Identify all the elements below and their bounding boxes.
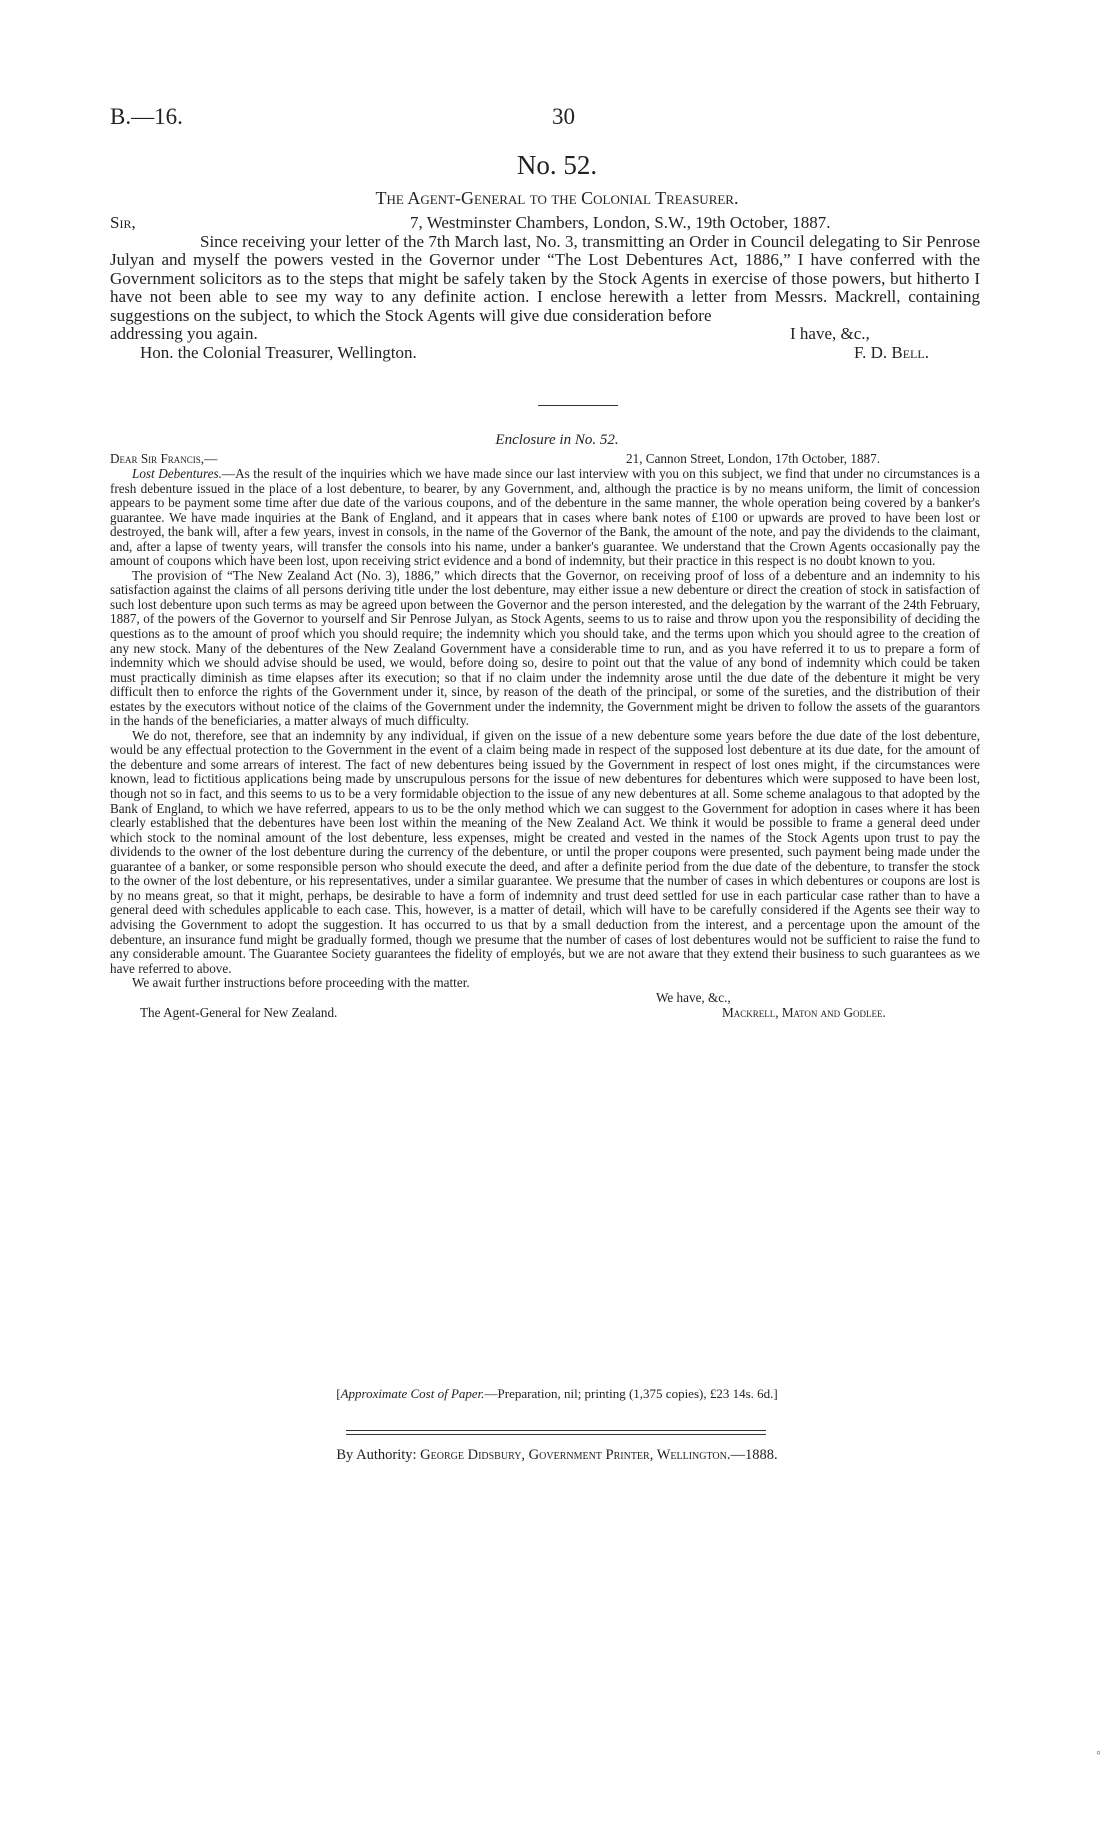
printer-authority <box>0 1447 1114 1464</box>
enclosure-addressee: The Agent-General for New Zealand. <box>140 1004 338 1020</box>
section-divider <box>538 405 618 406</box>
cost-label: Approximate Cost of Paper. <box>340 1386 485 1401</box>
letter-number: No. 52. <box>516 150 598 180</box>
enclosure-section <box>110 452 980 1021</box>
page-number: 30 <box>552 104 575 129</box>
enclosure-closing-row <box>110 991 980 1006</box>
letter-address-date: 7, Westminster Chambers, London, S.W., 19th October, 1887. <box>410 213 831 232</box>
letter-signature-row <box>110 344 980 363</box>
enclosure-paragraph-heading: Lost Debentures. <box>132 466 222 481</box>
enclosure-paragraph-1-text: —As the result of the inquiries which we have made since our last interview with you on this subject, we find that under no circumstances is a fresh debenture issued in the place of a lost debenture, to bearer, by any Government, and, although the practice is by no means uniform, the limit of concession appears to be payment some time after due date of the various coupons, and of the debenture in the same manner, the whole operation being covered by a banker's guarantee. We have made inquiries at the Bank of England, and it appears that in cases where bank notes of £100 or upwards are proved to have been lost or destroyed, the bank will, after a few years, invest in consols, in the name of the Governor of the Bank, the amount of the note, and pay the dividends to the claimant, and, after a lapse of twenty years, will transfer the consols into his name, under a banker's guarantee. We understand that the Crown Agents occasionally pay the amount of coupons which have been lost, upon receiving strict evidence and a bond of indemnity, but their practice in this respect is no doubt known to you. <box>110 466 980 569</box>
enclosure-signature: Mackrell, Maton and Godlee. <box>722 1004 886 1020</box>
letter-salutation: Sir, <box>110 213 136 232</box>
document-reference: B.—16. <box>110 104 183 129</box>
enclosure-paragraph-2: The provision of “The New Zealand Act (No. 3), 1886,” which directs that the Governor, on receiving proof of loss of a debenture and an indemnity to his satisfaction against the claims of all persons deriving title under the lost debenture, may either issue a new debenture or direct the creation of stock in satisfaction of such lost debenture upon such terms as may be agreed upon between the Governor and the person interested, and the delegation by the warrant of the 24th February, 1887, of the powers of the Governor to yourself and Sir Penrose Julyan, as Stock Agents, seems to us to raise and throw upon you the responsibility of deciding the questions as to the amount of proof which you should require; the indemnity which you should take, and the terms upon which you should agree to the creation of any new stock. Many of the debentures of the New Zealand Government have a considerable time to run, and as you have referred it to us to prepare a form of indemnity which we should advise should be used, we would, before doing so, desire to point out that the value of any bond of indemnity which could be taken must practically diminish as time elapses after its execution; so that if no claim under the indemnity arose until the due date of the debenture it might be very difficult then to enforce the rights of the Government under it, since, by reason of the death of the principal, or some of the sureties, and the distribution of their estates by the executors without notice of the claims of the Government under the indemnity, the Government might be driven to follow the assets of the guarantors in the hands of the beneficiaries, a matter always of much difficulty. <box>110 567 980 729</box>
enclosure-signature-row <box>110 1006 980 1021</box>
letter-signature: F. D. Bell. <box>854 342 929 362</box>
enclosure-closing: We have, &c., <box>656 989 731 1005</box>
footer-rule-bottom <box>346 1434 766 1435</box>
enclosure-paragraph-3: We do not, therefore, see that an indemnity by any individual, if given on the issue of a new debenture some years before the due date of the lost debenture, would be any effectual protection to the Government in the event of a claim being made in respect of the supposed lost debenture at its due date, for the amount of the debenture and some arrears of interest. The fact of new debentures being issued by the Government in respect of lost ones might, if the circumstances were known, lead to fictitious applications being made by unscrupulous persons for the issue of new debentures for debentures which were supposed to have been lost, though not so in fact, and this seems to us to be a very formidable objection to the issue of any new debentures at all. Some scheme analagous to that adopted by the Bank of England, to which we have referred, appears to us to be the only method which we can suggest to the Government for adoption in cases where it has been clearly established that the debentures have been lost within the meaning of the New Zealand Act. We think it would be possible to frame a general deed under which stock to the nominal amount of the lost debenture, less expenses, might be created and vested in the names of the Stock Agents upon trust to pay the dividends to the owner of the lost debenture during the currency of the debenture, or until the proper coupons were presented, such payment being made under the guarantee of a banker, or some responsible person who should execute the deed, and after a definite period from the due date of the debenture, to transfer the stock to the owner of the lost debenture, or his representatives, under a similar guarantee. We presume that the number of cases in which debentures or coupons are lost is by no means great, so that it might, perhaps, be desirable to have a form of indemnity and trust deed settled for use in each particular case rather than to have a general deed with schedules applicable to each case. This, however, is a matter of detail, which will have to be carefully considered if the Agents see their way to advising the Government to adopt the suggestion. It has occurred to us that by a small deduction from the interest, and a percentage upon the amount of the debenture, an insurance fund might be gradually formed, though we presume that the number of cases of lost debentures would not be sufficient to raise the fund to any considerable amount. The Guarantee Society guarantees the fidelity of employés, but we are not aware that they extend their business to such guarantees as we have referred to above. <box>110 727 980 976</box>
authority-prefix: By Authority: <box>336 1447 417 1463</box>
margin-mark: ◦ <box>1096 1746 1101 1761</box>
authority-text: George Didsbury, Government Printer, Wellington.—1888. <box>420 1447 778 1463</box>
letter-closing-row <box>110 325 980 344</box>
letter-closing: I have, &c., <box>790 324 870 343</box>
letter-last-line: addressing you again. <box>110 324 258 343</box>
enclosure-heading-row <box>110 452 980 467</box>
cost-text: —Preparation, nil; printing (1,375 copies), £23 14s. 6d. <box>484 1386 774 1401</box>
letter-body-text: Since receiving your letter of the 7th March last, No. 3, transmitting an Order in Council delegating to Sir Penrose Julyan and myself the powers vested in the Governor under “The Lost Debentures Act, 1886,” I have conferred with the Government solicitors as to the steps that might be safely taken by the Stock Agents in exercise of those powers, but hitherto I have not been able to see my way to any definite action. I enclose herewith a letter from Messrs. Mackrell, containing suggestions on the subject, to which the Stock Agents will give due consideration before <box>110 231 980 325</box>
enclosure-salutation: Dear Sir Francis,— <box>110 451 218 466</box>
letter-heading-row <box>110 214 980 233</box>
enclosure-paragraph-1 <box>110 467 980 569</box>
letter-from-to: The Agent-General to the Colonial Treasurer. <box>375 188 739 208</box>
enclosure-title: Enclosure in No. 52. <box>495 432 619 448</box>
enclosure-address-date: 21, Cannon Street, London, 17th October, 1887. <box>626 451 881 466</box>
letter-addressee: Hon. the Colonial Treasurer, Wellington. <box>140 342 417 362</box>
letter-section <box>110 214 980 362</box>
cost-of-paper: [Approximate Cost of Paper.—Preparation, nil; printing (1,375 copies), £23 14s. 6d.] <box>336 1386 778 1401</box>
enclosure-paragraph-4: We await further instructions before proceeding with the matter. <box>132 975 470 991</box>
footer-rule-top <box>346 1430 766 1431</box>
